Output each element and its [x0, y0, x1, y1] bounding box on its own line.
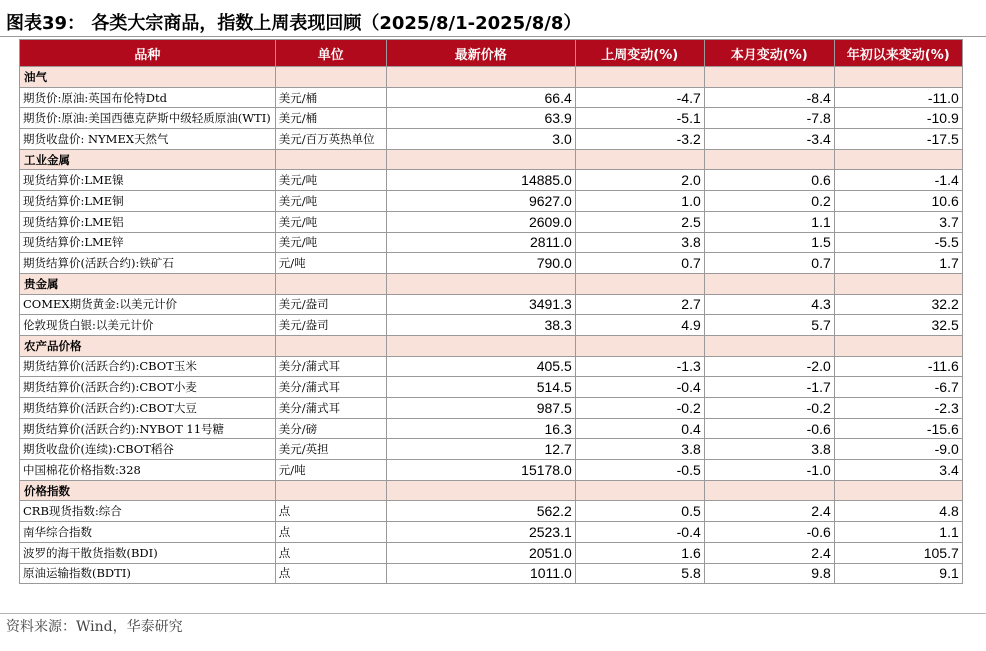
monthly-change-cell: -8.4	[704, 87, 834, 108]
ytd-change-cell: -5.5	[834, 232, 962, 253]
variety-cell: 现货结算价:LME镍	[20, 170, 276, 191]
monthly-change-cell: 0.6	[704, 170, 834, 191]
weekly-change-cell: -0.4	[575, 522, 704, 543]
unit-cell: 美元/盎司	[275, 315, 386, 336]
unit-cell: 美元/百万英热单位	[275, 129, 386, 150]
section-empty-cell	[704, 273, 834, 294]
weekly-change-cell: 0.7	[575, 253, 704, 274]
variety-cell: CRB现货指数:综合	[20, 501, 276, 522]
ytd-change-cell: 9.1	[834, 563, 962, 584]
table-row	[20, 439, 963, 460]
section-empty-cell	[275, 149, 386, 170]
ytd-change-cell: -11.0	[834, 87, 962, 108]
section-label: 油气	[20, 67, 276, 88]
section-empty-cell	[275, 480, 386, 501]
section-empty-cell	[704, 335, 834, 356]
monthly-change-cell: -0.6	[704, 522, 834, 543]
ytd-change-cell: 1.7	[834, 253, 962, 274]
section-row	[20, 480, 963, 501]
table-row	[20, 315, 963, 336]
ytd-change-cell: -11.6	[834, 356, 962, 377]
ytd-change-cell: 4.8	[834, 501, 962, 522]
unit-cell: 美分/蒲式耳	[275, 398, 386, 419]
source-note: 资料来源：Wind，华泰研究	[6, 619, 183, 635]
commodity-table	[19, 39, 963, 584]
unit-cell: 元/吨	[275, 460, 386, 481]
weekly-change-cell: -3.2	[575, 129, 704, 150]
section-empty-cell	[575, 480, 704, 501]
monthly-change-cell: 5.7	[704, 315, 834, 336]
variety-cell: 波罗的海干散货指数(BDI)	[20, 542, 276, 563]
col-header-variety: 品种	[20, 40, 276, 67]
monthly-change-cell: 2.4	[704, 501, 834, 522]
variety-cell: 期货结算价(活跃合约):CBOT大豆	[20, 398, 276, 419]
ytd-change-cell: 3.4	[834, 460, 962, 481]
table-row	[20, 563, 963, 584]
ytd-change-cell: -15.6	[834, 418, 962, 439]
col-header-latest-price: 最新价格	[386, 40, 575, 67]
monthly-change-cell: 2.4	[704, 542, 834, 563]
section-empty-cell	[575, 335, 704, 356]
ytd-change-cell: -6.7	[834, 377, 962, 398]
unit-cell: 美分/蒲式耳	[275, 377, 386, 398]
ytd-change-cell: -1.4	[834, 170, 962, 191]
section-empty-cell	[575, 149, 704, 170]
variety-cell: 期货收盘价: NYMEX天然气	[20, 129, 276, 150]
section-empty-cell	[275, 67, 386, 88]
table-row	[20, 294, 963, 315]
variety-cell: 期货结算价(活跃合约):铁矿石	[20, 253, 276, 274]
unit-cell: 美元/吨	[275, 211, 386, 232]
unit-cell: 美分/磅	[275, 418, 386, 439]
variety-cell: 期货价:原油:英国布伦特Dtd	[20, 87, 276, 108]
weekly-change-cell: -0.5	[575, 460, 704, 481]
monthly-change-cell: -1.0	[704, 460, 834, 481]
figure-title: 图表39： 各类大宗商品，指数上周表现回顾（2025/8/1-2025/8/8）	[6, 13, 582, 34]
table-row	[20, 108, 963, 129]
variety-cell: 期货结算价(活跃合约):CBOT玉米	[20, 356, 276, 377]
latest-price-cell: 987.5	[386, 398, 575, 419]
weekly-change-cell: 2.5	[575, 211, 704, 232]
unit-cell: 美元/吨	[275, 232, 386, 253]
weekly-change-cell: -0.4	[575, 377, 704, 398]
weekly-change-cell: -4.7	[575, 87, 704, 108]
section-empty-cell	[386, 273, 575, 294]
weekly-change-cell: 0.5	[575, 501, 704, 522]
section-row	[20, 335, 963, 356]
col-header-ytd-change: 年初以来变动(%)	[834, 40, 962, 67]
latest-price-cell: 562.2	[386, 501, 575, 522]
table-row	[20, 253, 963, 274]
variety-cell: 现货结算价:LME铝	[20, 211, 276, 232]
unit-cell: 点	[275, 542, 386, 563]
section-empty-cell	[386, 149, 575, 170]
unit-cell: 美元/桶	[275, 108, 386, 129]
variety-cell: 期货收盘价(连续):CBOT稻谷	[20, 439, 276, 460]
latest-price-cell: 3491.3	[386, 294, 575, 315]
footer-rule	[0, 613, 986, 614]
section-empty-cell	[275, 273, 386, 294]
table-row	[20, 191, 963, 212]
monthly-change-cell: 0.7	[704, 253, 834, 274]
monthly-change-cell: 0.2	[704, 191, 834, 212]
section-empty-cell	[575, 273, 704, 294]
col-header-weekly-change: 上周变动(%)	[575, 40, 704, 67]
section-empty-cell	[386, 480, 575, 501]
variety-cell: 伦敦现货白银:以美元计价	[20, 315, 276, 336]
table-body	[20, 67, 963, 584]
weekly-change-cell: 5.8	[575, 563, 704, 584]
table-row	[20, 129, 963, 150]
weekly-change-cell: 1.6	[575, 542, 704, 563]
table-row	[20, 356, 963, 377]
section-empty-cell	[834, 67, 962, 88]
weekly-change-cell: 3.8	[575, 232, 704, 253]
latest-price-cell: 1011.0	[386, 563, 575, 584]
weekly-change-cell: 2.0	[575, 170, 704, 191]
section-empty-cell	[834, 273, 962, 294]
title-rule	[0, 36, 986, 37]
monthly-change-cell: -3.4	[704, 129, 834, 150]
table-row	[20, 542, 963, 563]
table-row	[20, 501, 963, 522]
latest-price-cell: 66.4	[386, 87, 575, 108]
section-row	[20, 273, 963, 294]
latest-price-cell: 2609.0	[386, 211, 575, 232]
variety-cell: 现货结算价:LME锌	[20, 232, 276, 253]
unit-cell: 美元/英担	[275, 439, 386, 460]
table-row	[20, 522, 963, 543]
section-label: 工业金属	[20, 149, 276, 170]
latest-price-cell: 514.5	[386, 377, 575, 398]
section-label: 农产品价格	[20, 335, 276, 356]
unit-cell: 美元/盎司	[275, 294, 386, 315]
monthly-change-cell: -0.6	[704, 418, 834, 439]
section-empty-cell	[704, 480, 834, 501]
unit-cell: 点	[275, 563, 386, 584]
variety-cell: 期货价:原油:美国西德克萨斯中级轻质原油(WTI)	[20, 108, 276, 129]
unit-cell: 美元/吨	[275, 170, 386, 191]
monthly-change-cell: -7.8	[704, 108, 834, 129]
unit-cell: 点	[275, 501, 386, 522]
table-row	[20, 170, 963, 191]
variety-cell: 期货结算价(活跃合约):NYBOT 11号糖	[20, 418, 276, 439]
table-row	[20, 460, 963, 481]
latest-price-cell: 790.0	[386, 253, 575, 274]
variety-cell: COMEX期货黄金:以美元计价	[20, 294, 276, 315]
unit-cell: 美元/桶	[275, 87, 386, 108]
latest-price-cell: 15178.0	[386, 460, 575, 481]
latest-price-cell: 16.3	[386, 418, 575, 439]
ytd-change-cell: 3.7	[834, 211, 962, 232]
monthly-change-cell: 3.8	[704, 439, 834, 460]
weekly-change-cell: -1.3	[575, 356, 704, 377]
ytd-change-cell: 105.7	[834, 542, 962, 563]
ytd-change-cell: -10.9	[834, 108, 962, 129]
weekly-change-cell: 3.8	[575, 439, 704, 460]
variety-cell: 期货结算价(活跃合约):CBOT小麦	[20, 377, 276, 398]
section-empty-cell	[704, 67, 834, 88]
unit-cell: 点	[275, 522, 386, 543]
unit-cell: 美元/吨	[275, 191, 386, 212]
weekly-change-cell: 0.4	[575, 418, 704, 439]
header-row	[20, 40, 963, 67]
variety-cell: 中国棉花价格指数:328	[20, 460, 276, 481]
section-empty-cell	[575, 67, 704, 88]
monthly-change-cell: 9.8	[704, 563, 834, 584]
section-empty-cell	[275, 335, 386, 356]
monthly-change-cell: 4.3	[704, 294, 834, 315]
section-empty-cell	[386, 67, 575, 88]
table-row	[20, 398, 963, 419]
ytd-change-cell: -9.0	[834, 439, 962, 460]
variety-cell: 现货结算价:LME铜	[20, 191, 276, 212]
col-header-unit: 单位	[275, 40, 386, 67]
latest-price-cell: 38.3	[386, 315, 575, 336]
latest-price-cell: 405.5	[386, 356, 575, 377]
latest-price-cell: 2051.0	[386, 542, 575, 563]
unit-cell: 元/吨	[275, 253, 386, 274]
monthly-change-cell: -1.7	[704, 377, 834, 398]
latest-price-cell: 14885.0	[386, 170, 575, 191]
ytd-change-cell: 32.5	[834, 315, 962, 336]
ytd-change-cell: -2.3	[834, 398, 962, 419]
table-row	[20, 232, 963, 253]
section-empty-cell	[704, 149, 834, 170]
table-row	[20, 418, 963, 439]
weekly-change-cell: -0.2	[575, 398, 704, 419]
monthly-change-cell: -2.0	[704, 356, 834, 377]
ytd-change-cell: 1.1	[834, 522, 962, 543]
table-row	[20, 87, 963, 108]
weekly-change-cell: 2.7	[575, 294, 704, 315]
col-header-monthly-change: 本月变动(%)	[704, 40, 834, 67]
monthly-change-cell: 1.1	[704, 211, 834, 232]
monthly-change-cell: 1.5	[704, 232, 834, 253]
table-row	[20, 377, 963, 398]
variety-cell: 原油运输指数(BDTI)	[20, 563, 276, 584]
section-empty-cell	[834, 149, 962, 170]
latest-price-cell: 12.7	[386, 439, 575, 460]
latest-price-cell: 9627.0	[386, 191, 575, 212]
weekly-change-cell: 1.0	[575, 191, 704, 212]
section-empty-cell	[386, 335, 575, 356]
section-label: 价格指数	[20, 480, 276, 501]
section-empty-cell	[834, 480, 962, 501]
latest-price-cell: 63.9	[386, 108, 575, 129]
variety-cell: 南华综合指数	[20, 522, 276, 543]
section-label: 贵金属	[20, 273, 276, 294]
latest-price-cell: 2523.1	[386, 522, 575, 543]
unit-cell: 美分/蒲式耳	[275, 356, 386, 377]
section-empty-cell	[834, 335, 962, 356]
section-row	[20, 149, 963, 170]
latest-price-cell: 2811.0	[386, 232, 575, 253]
table-row	[20, 211, 963, 232]
latest-price-cell: 3.0	[386, 129, 575, 150]
ytd-change-cell: 10.6	[834, 191, 962, 212]
monthly-change-cell: -0.2	[704, 398, 834, 419]
ytd-change-cell: -17.5	[834, 129, 962, 150]
weekly-change-cell: 4.9	[575, 315, 704, 336]
ytd-change-cell: 32.2	[834, 294, 962, 315]
weekly-change-cell: -5.1	[575, 108, 704, 129]
section-row	[20, 67, 963, 88]
